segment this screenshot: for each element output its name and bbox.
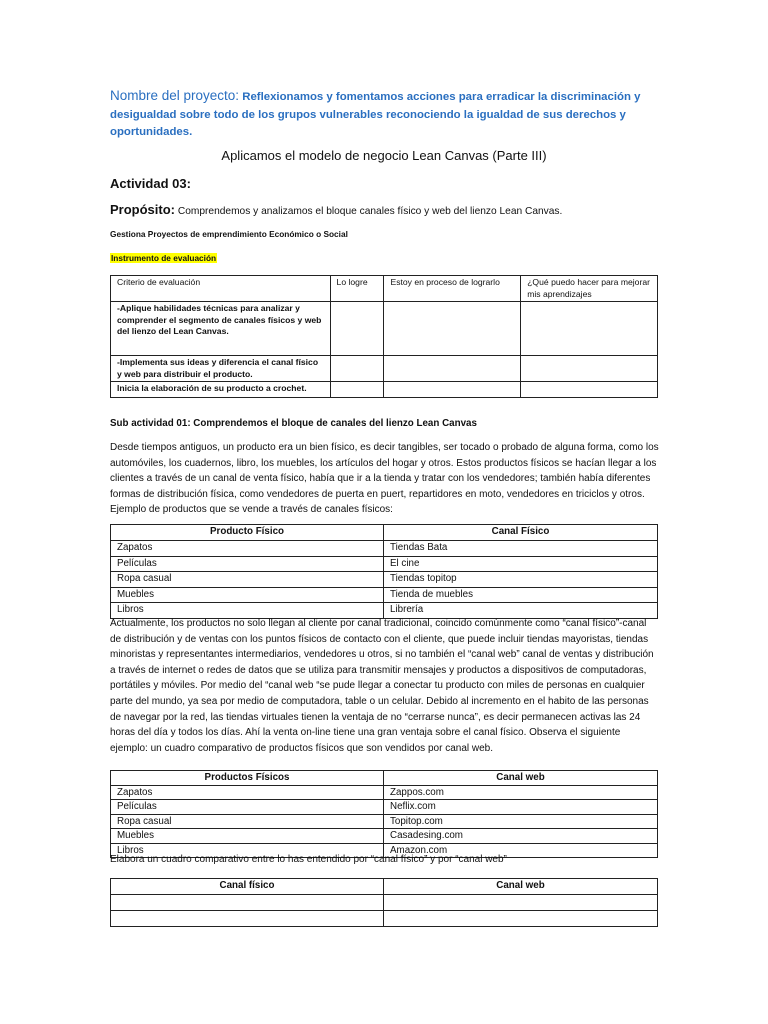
- checkbox-cell[interactable]: [384, 382, 521, 398]
- table-header-row: [111, 525, 658, 541]
- competency: Gestiona Proyectos de emprendimiento Económico o Social: [110, 229, 348, 239]
- evaluation-header-cell: Criterio de evaluación: [111, 276, 331, 302]
- checkbox-cell[interactable]: [384, 302, 521, 356]
- web-channel-table: [110, 770, 658, 858]
- purpose-text: Comprendemos y analizamos el bloque canales físico y web del lienzo Lean Canvas.: [177, 206, 563, 217]
- table-header-row: [111, 879, 658, 895]
- activity-heading: Actividad 03:: [110, 176, 191, 191]
- table-header-row: [111, 771, 658, 786]
- project-text: Reflexionamos y fomentamos acciones para erradicar la discriminación y desigualdad sobre todo de los grupos vulnerables reconociendo la igualdad de sus derechos y oportunidades.: [110, 91, 641, 138]
- checkbox-cell[interactable]: [384, 356, 521, 382]
- product-cell: Libros: [111, 603, 384, 619]
- criterion-cell: Inicia la elaboración de su producto a crochet.: [111, 382, 331, 398]
- channel-cell: El cine: [384, 556, 658, 572]
- product-cell: Películas: [111, 556, 384, 572]
- blank-comparison-table: [110, 878, 658, 927]
- blank-cell[interactable]: [111, 911, 384, 927]
- product-cell: Libros: [111, 843, 384, 858]
- product-cell: Películas: [111, 800, 384, 815]
- project-name: [110, 87, 658, 142]
- answer-cell[interactable]: [521, 302, 658, 356]
- evaluation-header-row: [111, 276, 658, 302]
- table-row: [111, 895, 658, 911]
- table-row: [111, 785, 658, 800]
- channel-cell: Amazon.com: [384, 843, 658, 858]
- physical-channel-table: [110, 524, 658, 619]
- table-row: [111, 541, 658, 557]
- table-row: [111, 302, 658, 356]
- elaborate-instruction: Elabora un cuadro comparativo entre lo has entendido por “canal físico” y por “canal web”: [110, 854, 507, 865]
- channel-cell: Tienda de muebles: [384, 587, 658, 603]
- criterion-cell: -Aplique habilidades técnicas para analizar y comprender el segmento de canales físicos y web del lienzo del Lean Canvas.: [111, 302, 331, 356]
- channel-cell: Topitop.com: [384, 814, 658, 829]
- instrument-label: Instrumento de evaluación: [111, 253, 217, 263]
- channel-cell: Tiendas topitop: [384, 572, 658, 588]
- table-row: [111, 572, 658, 588]
- table-row: [111, 382, 658, 398]
- channel-cell: Tiendas Bata: [384, 541, 658, 557]
- product-cell: Zapatos: [111, 541, 384, 557]
- project-label: Nombre del proyecto:: [110, 88, 240, 103]
- product-cell: Ropa casual: [111, 572, 384, 588]
- paragraph-physical: Desde tiempos antiguos, un producto era un bien físico, es decir tangibles, ser tocado o probado de alguna forma, como los automóviles, los cuadernos, libro, los muebles, los artículos del hogar y otros. Estos productos físicos se hacían llegar a los clientes a través de un canal de venta físico, había que ir a la tienda y tratar con los vendedores; también había diferentes formas de distribución física, como vendedores de puerta en puert, repartidores en moto, vendedores en triciclos y otros. Ejemplo de productos que se vende a través de canales físicos:: [110, 442, 659, 516]
- blank-cell[interactable]: [384, 911, 658, 927]
- channel-cell: Neflix.com: [384, 800, 658, 815]
- answer-cell[interactable]: [521, 382, 658, 398]
- evaluation-header-cell: Lo logre: [330, 276, 384, 302]
- evaluation-table: [110, 275, 658, 398]
- product-cell: Muebles: [111, 587, 384, 603]
- page-title: Aplicamos el modelo de negocio Lean Canvas (Parte III): [221, 148, 547, 163]
- table-header-cell: Canal web: [384, 771, 658, 786]
- paragraph-web: Actualmente, los productos no solo llegan al cliente por canal tradicional, coincido comúnmente como “canal físico”-canal de distribución y de ventas con los puntos físicos de contacto con el cliente, que puede incluir tiendas mayoristas, tiendas minoristas y representantes intermediarios, vendedores u otros, si no también el “canal web” canal de ventas y distribución a través de internet o redes de datos que se utiliza para transmitir mensajes y productos a dispositivos de computadoras, portátiles y móviles. Por medio del “canal web “se pude llegar a conectar tu producto con miles de personas en cualquier parte del mundo, ya sea por medio de computadora, table o un celular. Debido al incremento en el habito de las personas de navegar por la red, las tiendas virtuales tienen la ventaja de no “cerrarse nunca”, es decir permanecen activas las 24 horas del día y todos los días. Ahí la venta on-line tiene una gran ventaja sobre el canal físico. Observa el siguiente ejemplo: un cuadro comparativo de productos físicos que son vendidos por canal web.: [110, 618, 654, 754]
- table-row: [111, 800, 658, 815]
- table-row: [111, 829, 658, 844]
- table-header-cell: Canal web: [384, 879, 658, 895]
- evaluation-header-cell: ¿Qué puedo hacer para mejorar mis aprendizajes: [521, 276, 658, 302]
- table-header-cell: Productos Físicos: [111, 771, 384, 786]
- table-row: [111, 587, 658, 603]
- table-header-cell: Canal Físico: [384, 525, 658, 541]
- product-cell: Ropa casual: [111, 814, 384, 829]
- table-row: [111, 911, 658, 927]
- table-row: [111, 556, 658, 572]
- checkbox-cell[interactable]: [330, 382, 384, 398]
- channel-cell: Zappos.com: [384, 785, 658, 800]
- purpose: [110, 202, 670, 217]
- blank-cell[interactable]: [111, 895, 384, 911]
- criterion-cell: -Implementa sus ideas y diferencia el canal físico y web para distribuir el producto.: [111, 356, 331, 382]
- evaluation-header-cell: Estoy en proceso de lograrlo: [384, 276, 521, 302]
- channel-cell: Librería: [384, 603, 658, 619]
- product-cell: Muebles: [111, 829, 384, 844]
- sub-activity-heading: Sub actividad 01: Comprendemos el bloque de canales del lienzo Lean Canvas: [110, 418, 477, 429]
- answer-cell[interactable]: [521, 356, 658, 382]
- blank-cell[interactable]: [384, 895, 658, 911]
- product-cell: Zapatos: [111, 785, 384, 800]
- table-row: [111, 356, 658, 382]
- table-header-cell: Canal físico: [111, 879, 384, 895]
- table-row: [111, 814, 658, 829]
- channel-cell: Casadesing.com: [384, 829, 658, 844]
- checkbox-cell[interactable]: [330, 302, 384, 356]
- checkbox-cell[interactable]: [330, 356, 384, 382]
- table-header-cell: Producto Físico: [111, 525, 384, 541]
- purpose-label: Propósito:: [110, 202, 175, 217]
